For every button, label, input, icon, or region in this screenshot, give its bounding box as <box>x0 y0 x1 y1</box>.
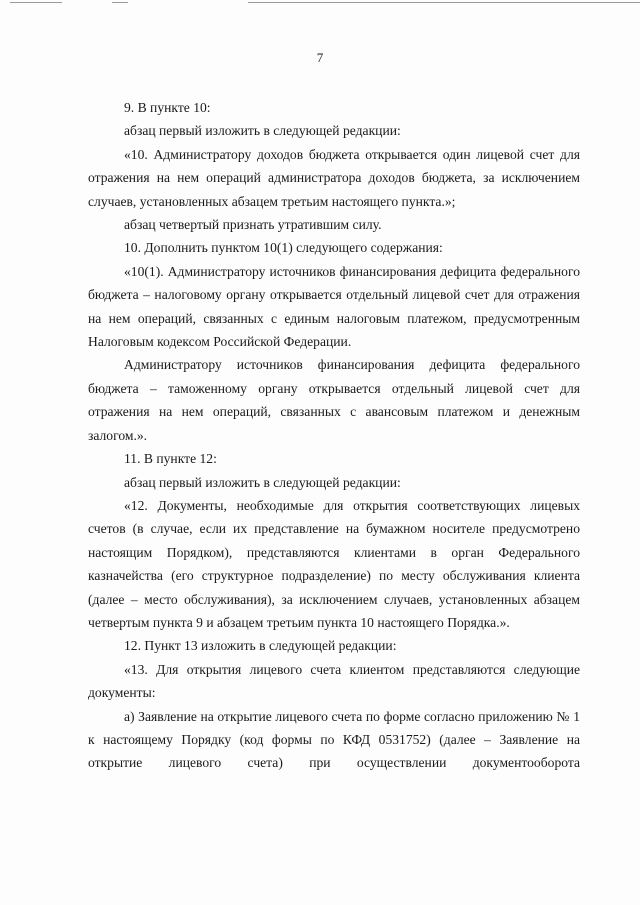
paragraph-item-12: 12. Пункт 13 изложить в следующей редакции: <box>124 638 397 654</box>
paragraph-amendment-intro: абзац первый изложить в следующей редакции: <box>124 123 401 139</box>
paragraph-amendment-intro: абзац первый изложить в следующей редакции: <box>124 474 401 490</box>
paragraph-subitem-a: а) Заявление на открытие лицевого счета по форме согласно приложению № 1 к настоящему Порядку (код формы по КФД 0531752) (далее – Заявление на открытие лицевого счета) при осуществлении документооборота <box>88 708 580 771</box>
paragraph-customs-account: Администратору источников финансирования дефицита федерального бюджета – таможенному органу открывается отдельный лицевой счет для отражения на нем операций, связанных с авансовым платежом и денежным залогом.». <box>88 357 580 443</box>
page-number: 7 <box>316 50 324 65</box>
paragraph-repeal: абзац четвертый признать утратившим силу. <box>124 217 382 233</box>
paragraph-item-9: 9. В пункте 10: <box>124 100 211 115</box>
scan-edge-line <box>112 2 128 3</box>
document-body <box>88 96 580 775</box>
paragraph-clause-13: «13. Для открытия лицевого счета клиентом представляются следующие документы: <box>88 661 580 701</box>
paragraph-clause-12: «12. Документы, необходимые для открытия соответствующих лицевых счетов (в случае, если их представление на бумажном носителе предусмотрено настоящим Порядком), представляются клиентами в орган Федерального казначейства (его структурное подразделение) по месту обслуживания клиента (далее – место обслуживания), за исключением случаев, установленных абзацем четвертым пункта 9 и абзацем третьим пункта 10 настоящего Порядка.». <box>88 497 580 630</box>
scan-edge-line <box>10 2 62 3</box>
scan-edge-line <box>248 2 640 3</box>
paragraph-clause-10-1: «10(1). Администратору источников финансирования дефицита федерального бюджета – налоговому органу открывается отдельный лицевой счет для отражения на нем операций, связанных с единым налоговым платежом, предусмотренным Налоговым кодексом Российской Федерации. <box>88 263 580 350</box>
paragraph-item-11: 11. В пункте 12: <box>124 451 217 467</box>
paragraph-item-10: 10. Дополнить пунктом 10(1) следующего содержания: <box>124 240 443 256</box>
paragraph-clause-10: «10. Администратору доходов бюджета открывается один лицевой счет для отражения на нем операций администратора доходов бюджета, за исключением случаев, установленных абзацем третьим настоящего пункта.»; <box>88 146 580 209</box>
